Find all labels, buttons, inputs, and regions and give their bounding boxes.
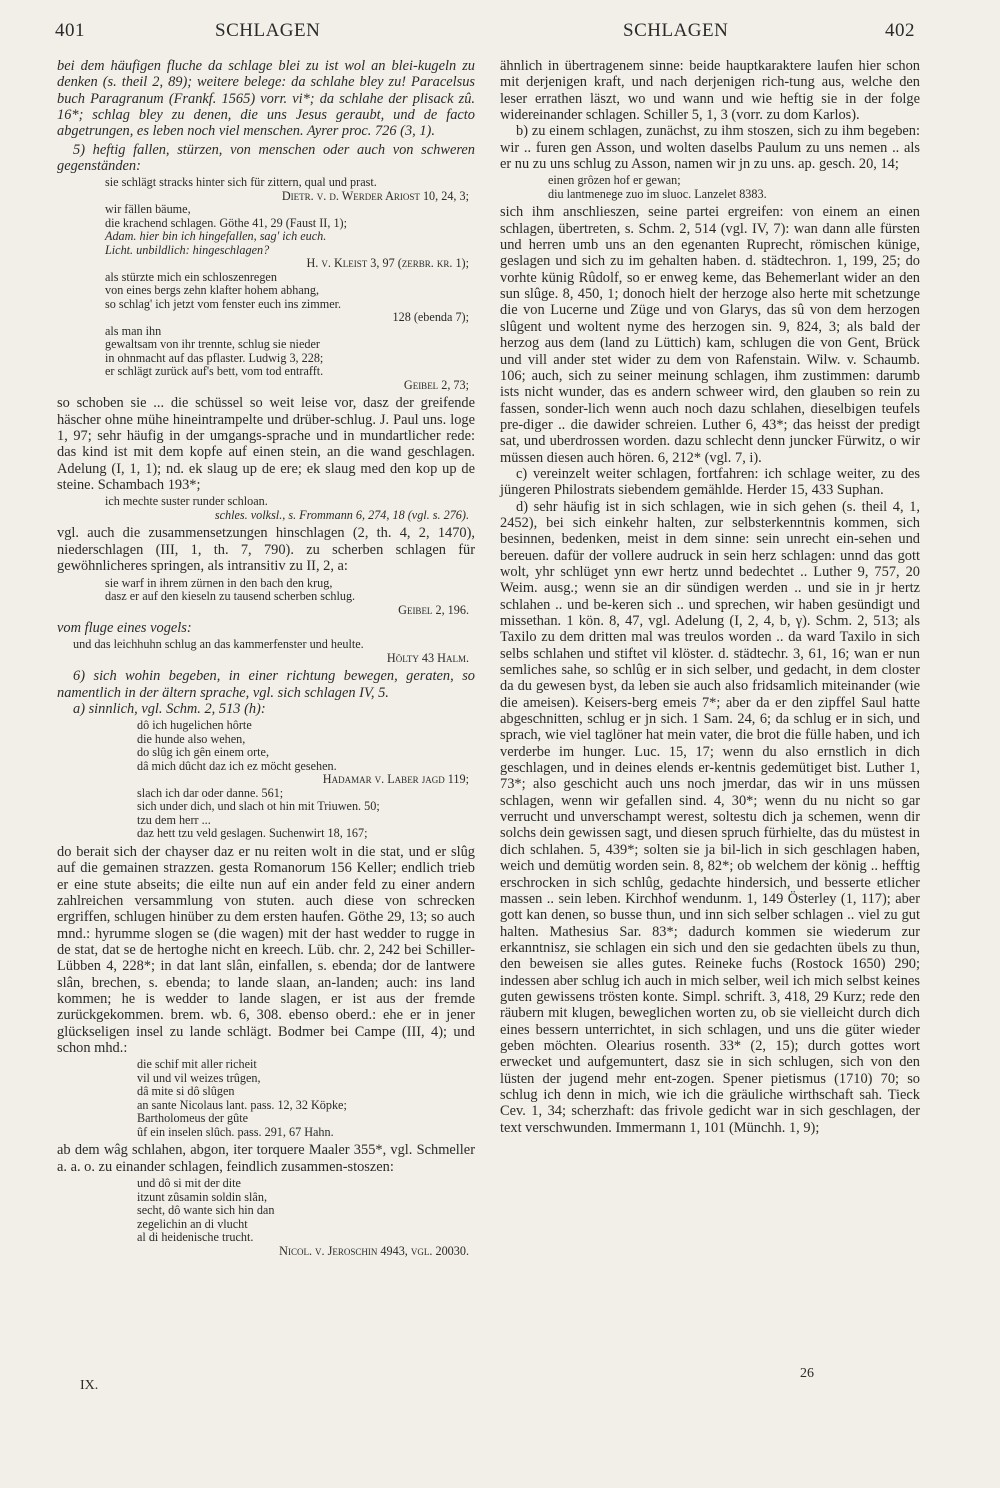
- quote-block: [57, 1177, 475, 1258]
- paragraph: vom fluge eines vogels:: [57, 620, 192, 636]
- quote-block: [57, 638, 475, 665]
- verse-line: die hunde also wehen,: [137, 731, 246, 746]
- verse-line: gewaltsam von ihr trennte, schlug sie nieder: [105, 337, 320, 352]
- verse-line: sich under dich, und slach ot hin mit Triuwen. 50;: [137, 799, 380, 814]
- verse-line: Bartholomeus der gûte: [137, 1111, 249, 1126]
- sheet-signature: 26: [800, 1366, 814, 1381]
- paragraph: do berait sich der chayser daz er nu reiten wolt in die stat, und er slûg auf die gemainen strazzen. gesta Romanorum 156 Keller; endlich trieb er eine stute abseits; die eilte nun auf ein ander feld zu einer andern zahlreichen versammlung von stuten. auch diese von schrecken ergriffen, schlugen hinüber zu dem ersten haufen. Göthe 29, 13; so auch mnd.: hyrumme slogen se (die wagen) mit der hast wedder to rugge in de stat, dat se de hertoghe nicht en kreech. Lüb. chr. 2, 242 bei Schiller-Lübben 4, 228*; in dat lant slân, einfallen, s. ebenda; dor de lantwere slân, brechen, s. ebenda; to lande slaan, an-landen; auch: ins land kommen; he is wedder to lande slagen, er ist aus der fremde zurückgekommen. brem. wb. 6, 308. ebenso oberd.: ehe er in jener glückseligen insel zu lande schlägt. Bodmer bei Campe (III, 4); und schon mhd.:: [57, 843, 475, 1056]
- verse-line: al di heidenische trucht.: [137, 1230, 254, 1245]
- left-page-number: 401: [55, 20, 85, 41]
- verse-line: und das leichhuhn schlug an das kammerfenster und heulte.: [73, 637, 364, 652]
- verse-line: vil und vil weizes trûgen,: [137, 1070, 261, 1085]
- section-heading: 5) heftig fallen, stürzen, von menschen oder auch von schweren gegenständen:: [57, 141, 475, 175]
- verse-line: dasz er auf den kieseln zu tausend scherben schlug.: [105, 589, 356, 603]
- citation: Nicol. v. Jeroschin 4943, vgl. 20030.: [279, 1243, 469, 1258]
- verse-line: diu lantmenege zuo im sluoc. Lanzelet 8383.: [548, 186, 767, 201]
- verse-line: Licht. unbildlich: hingeschlagen?: [105, 242, 270, 257]
- quote-block: [57, 176, 475, 392]
- paragraph: sich ihm anschlieszen, seine partei ergreifen: von einem an einen schlagen, übertreten, s. Schm. 2, 514 (vgl. IV, 7): wan dann alle fürsten und herren umb uns an den egenanten Ruprecht, römischen künige, geslagen und sich zu im gehalten haben. d. städtechron. 1, 199, 25; do vorhte künig Rûdolf, so er enweg keme, das Behemerlant wider an den sun slûge. 8, 450, 1; donoch hielt der herzoge also herte mit schetzunge die von Lucerne und Züge und von Glarys, das sû von dem herzogen slûgent und woltent nyme des herzogen sin. 9, 824, 3; als bald der herzog aus dem (land zu Lüttich) kam, schlugen die von Gent, Brück und vill ander stet wider zu dem von Rafenstain. Wilw. v. Schaumb. 106; auch, sich zu seiner meinung schlagen, ihm zustimmen: darumb ists nicht wunder, das es andern schweer wird, den glauben so rein zu fassen, sonder-lich wenn auch noch dazu schlahen, dieselbigen teufels pre-diger .. die dawider schreien. Luther 6, 43*; das heisst der predigt sat, und uberdrossen worden. dazu schlecht denn juncker Fürwitz, o wir müssen diesen auch hören. 6, 212* (vgl. 7, i).: [500, 204, 920, 466]
- verse-line: itzunt zûsamin soldin slân,: [137, 1189, 267, 1204]
- verse-line: von eines bergs zehn klafter hohem abhang,: [105, 283, 320, 298]
- verse-line: sie warf in ihrem zürnen in den bach den krug,: [105, 575, 333, 590]
- citation: Hadamar v. Laber jagd 119;: [322, 772, 469, 787]
- verse-line: er schlägt zurück auf's bett, vom tod entrafft.: [105, 364, 324, 379]
- verse-line: Adam. hier bin ich hingefallen, sag' ich euch.: [105, 229, 327, 244]
- verse-line: zegelichin an di vlucht: [137, 1216, 248, 1231]
- verse-line: sie schlägt stracks hinter sich für zittern, qual und prast.: [105, 175, 377, 190]
- verse-line: do slûg ich gên einem orte,: [137, 745, 269, 760]
- verse-line: slach ich dar oder danne. 561;: [137, 785, 284, 800]
- quote-block: [500, 174, 920, 201]
- paragraph: vgl. auch die zusammensetzungen hinschlagen (2, th. 4, 2, 1470), niederschlagen (III, 1, th. 7, 790). zu scherben schlagen für gewöhnlicheres springen, als intransitiv zu II, 2, a:: [57, 525, 475, 575]
- paragraph: b) zu einem schlagen, zunächst, zu ihm stoszen, sich zu ihm begeben: wir .. furen gen Asson, und wolten daselbs Paulum zu uns nemen .. als er nu zu uns schlug zu Asson, namen wir jn zu uns. ap. gesch. 20, 14;: [500, 123, 920, 173]
- quote-block: [57, 1058, 475, 1139]
- citation: Dietr. v. d. Werder Ariost 10, 24, 3;: [281, 188, 469, 203]
- citation: Geibel 2, 73;: [403, 377, 469, 392]
- verse-line: daz hett tzu veld geslagen. Suchenwirt 18, 167;: [137, 826, 368, 841]
- paragraph: ähnlich in übertragenem sinne: beide hauptkaraktere laufen hier schon mit derjenigen kraft, und nach derjenigen rich-tung aus, welche den leser errathen läszt, wo und wann und wie heftig sie in der folge widereinander schlagen. Schiller 5, 1, 3 (vorr. zu dom Karlos).: [500, 58, 920, 124]
- verse-line: dâ mite si dô slûgen: [137, 1084, 235, 1099]
- verse-line: dô ich hugelichen hôrte: [137, 718, 252, 733]
- citation: Hölty 43 Halm.: [386, 650, 469, 665]
- paragraph: c) vereinzelt weiter schlagen, fortfahren: ich schlage weiter, zu des jüngeren Philostrats siebendem gemählde. Herder 15, 433 Suphan.: [500, 465, 920, 499]
- citation: schles. volksl., s. Frommann 6, 274, 18 (vgl. s. 276).: [214, 507, 469, 522]
- verse-line: so schlag' ich jetzt vom fenster euch ins zimmer.: [105, 296, 342, 311]
- volume-signature: IX.: [80, 1378, 99, 1393]
- verse-line: ich mechte suster runder schloan.: [105, 494, 268, 509]
- verse-line: tzu dem herr ...: [137, 812, 211, 827]
- quote-block: [57, 577, 475, 618]
- running-header: [55, 20, 935, 50]
- paragraph: ab dem wâg schlahen, abgon, iter torquere Maaler 355*, vgl. Schmeller a. a. o. zu einander schlagen, feindlich zusammen-stoszen:: [57, 1142, 475, 1175]
- verse-line: als stürzte mich ein schloszenregen: [105, 269, 277, 284]
- verse-line: dâ mich dûcht daz ich ez möcht gesehen.: [137, 758, 337, 773]
- quote-block: [57, 719, 475, 841]
- verse-line: als man ihn: [105, 323, 162, 338]
- verse-line: an sante Nicolaus lant. pass. 12, 32 Köpke;: [137, 1097, 347, 1112]
- paragraph: bei dem häufigen fluche da schlage blei zu ist wol an blei-kugeln zu denken (s. theil 2, 89); weitere belege: da schlahe bley zu! Paracelsus buch Paragranum (Frankf. 1565) vorr. vi*; da schlahe der plisack zû. 16*; schlag bley zu denen, die uns Jesus geraubt, und de facto abgetrungen, es leben noch viel menschen. Ayrer proc. 726 (3, 1).: [57, 58, 475, 140]
- citation: Geibel 2, 196.: [398, 602, 469, 617]
- verse-line: ûf ein inselen slûch. pass. 291, 67 Hahn.: [137, 1124, 334, 1139]
- verse-line: einen grôzen hof er gewan;: [548, 173, 681, 188]
- paragraph: d) sehr häufig ist in sich schlagen, wie in sich gehen (s. theil 4, 1, 2452), bei sich einkehr halten, zur selbsterkenntnis kommen, sich besinnen, bedenken, meist in dem sinne: sein unrecht ein-sehen und bereuen. dafür der vollere audruck in sein herz schlagen: unnd das gott wolt, yhr schlüget ynn ewr hertz unnd bedechtet .. Luther 9, 757, 20 Weim. ausg.; wenn sie an dir sündigen werden .. und sie in jr hertz schlahen .. und be-keren sich .. und sprechen, wir haben gesündigt und missethan. 1 kön. 8, 47, vgl. Adelung (I, 2, 4, b, γ). Schm. 2, 513; als Taxilo zu dem dritten mal was treulos worden .. da ward Taxilo in sich selbs schlahen und stiftet vil klöster. d. städtechr. 3, 61, 16; wan er nun semliches sahe, so schlûg er in sich selber, und gedacht, in dem closter da du gewesen byst, da leben sie auch also fridsamlich miteinander (wie die ameisen). Keisers-berg emeis 7*; aber da er den zipffel Saul hatte abgeschnitten, schlug er jn sich. 1 Sam. 24, 6; da schlug er in sich, und sprach, wie viel taglöner hat mein vater, die brot die fülle haben, und ich verderbe im hunger. Luc. 15, 17; wenn du also ernstlich in dich geschlagen, und in deines elends er-kentnis gedemütiget bist. Luther 1, 73*; also geschicht auch uns noch jmerdar, das wir in uns müssen schlagen, wenn wir gefallen sind. 4, 30*; wenn du nu nicht so gar verrucht und unverschampt werest, soltestu dich ja schemen, wenn dir solchs dein gewissen sagt, und diesen spruch fürhielte, das du müstest in dich schlahen. 5, 439*; solten sie ja bil-lich in sich geschlagen haben, weich und demütig worden sein. 8, 82*; ob welchem der könig .. hefftig erschrocken in sich schlûg, gedachte hindersich, und besserte etlicher massen .. sein leben. Kirchhof wendunm. 1, 149 Österley (1, 117); aber gott kan denen, so busse thun, und inn sich selber schlagen .. viel zu gut halten. Mathesius Sar. 83*; dadurch kommen sie wiederum zur erkanntnisz, sie schlagen ein sich und den sie gedachten übels zu thun, den beweisen sie alles gutes. Reineke fuchs (Rostock 1650) 290; indessen aber schlug ich auch in mich selber, weil ich mich selbst keines guten gewissens trösten konte. Simpl. schrift. 3, 418, 29 Kurz; rede den räubern mit klugen, beweglichen worten zu, ob sie vielleicht durch dich eines bessern unterrichtet, in sich schlagen, und uns die güter wieder geben möchten. Olearius rosenth. 33* (2, 15); durch gottes wort erwecket und aufgemuntert, dasz sie in sich schlugen, sich von den lüsten der jugend mehr ent-zogen. Spener pietismus (1710) 70; so schlug ich denn in mich, wie ich die gräuliche wirthschaft sah. Tieck Cev. 1, 34; scherzhaft: das frivole gedicht war in sich geschlagen, der text verschwunden. Immermann 1, 101 (Münchh. 1, 9);: [500, 498, 920, 1136]
- right-column: [500, 58, 920, 1136]
- right-page-number: 402: [885, 20, 915, 41]
- verse-line: secht, dô wante sich hin dan: [137, 1203, 275, 1218]
- verse-line: die krachend schlagen. Göthe 41, 29 (Faust II, 1);: [105, 215, 347, 230]
- left-running-title: SCHLAGEN: [215, 20, 321, 41]
- left-column: [57, 58, 475, 1261]
- section-heading: 6) sich wohin begeben, in einer richtung bewegen, geraten, so namentlich in der ältern sprache, vgl. sich schlagen IV, 5.: [57, 668, 475, 701]
- verse-line: die schif mit aller richeit: [137, 1057, 257, 1072]
- section-heading: a) sinnlich, vgl. Schm. 2, 513 (h):: [73, 701, 266, 718]
- verse-line: wir fällen bäume,: [105, 202, 191, 217]
- verse-line: in ohnmacht auf das pflaster. Ludwig 3, 228;: [105, 350, 324, 365]
- paragraph: so schoben sie ... die schüssel so weit leise vor, dasz der greifende häscher ohne mühe hineintrampelte und drüber-schlug. J. Paul uns. loge 1, 97; sehr häufig in der umgangs-sprache und in mundartlicher rede: das kind ist mit dem kopfe auf einen stein, an die wand geschlagen. Adelung (I, 1, 1); nd. ek slaug up de ere; ek slaug med den kop up de steine. Schambach 193*;: [57, 395, 475, 494]
- quote-block: [57, 495, 475, 522]
- verse-line: und dô si mit der dite: [137, 1176, 241, 1191]
- citation: H. v. Kleist 3, 97 (zerbr. kr. 1);: [306, 256, 469, 271]
- right-running-title: SCHLAGEN: [623, 20, 729, 41]
- citation: 128 (ebenda 7);: [392, 310, 469, 325]
